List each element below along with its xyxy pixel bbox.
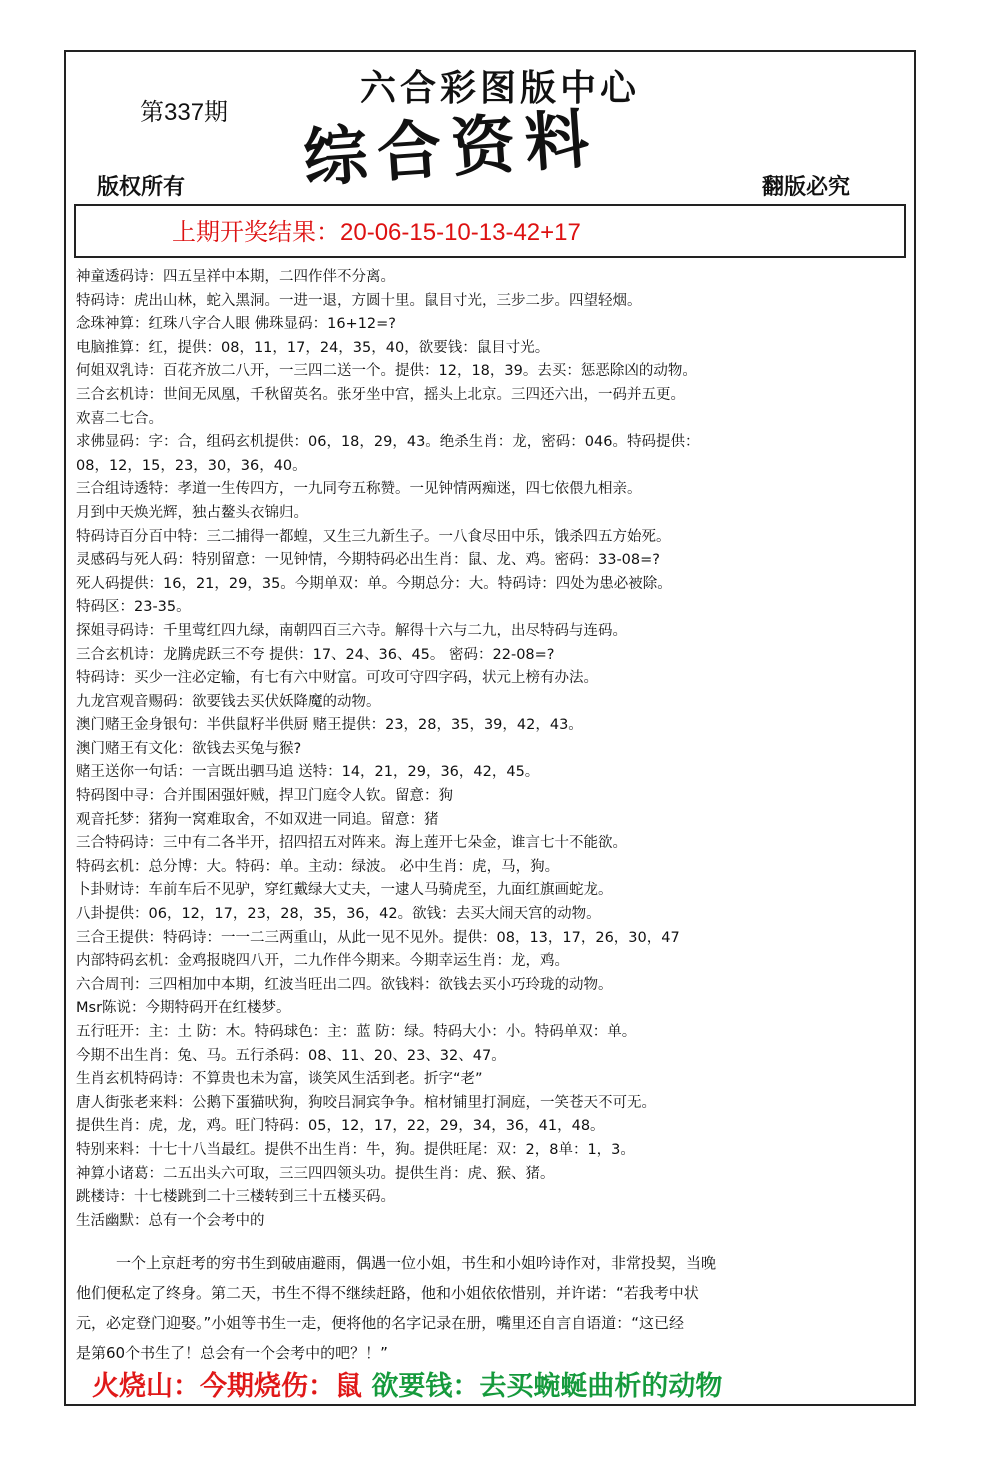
content-line: 卜卦财诗：车前车后不见驴，穿红戴绿大丈夫，一逮人马骑虎至，九面红旗画蛇龙。 [76, 882, 613, 899]
story-line: 一个上京赶考的穷书生到破庙避雨，偶遇一位小姐，书生和小姐吟诗作对，非常投契，当晚 [116, 1254, 717, 1272]
content-line: 特码诗：买少一注必定输，有七有六中财富。可攻可守四字码，状元上榜有办法。 [76, 670, 598, 687]
content-line: 08，12，15，23，30，36，40。 [76, 457, 307, 474]
center-title: 六合彩图版中心 [360, 67, 641, 109]
content-line: 三合特码诗：三中有二各半开，招四招五对阵来。海上莲开七朵金，谁言七十不能欲。 [76, 835, 627, 852]
content-line: 何姐双乳诗：百花齐放二八开，一三四二送一个。提供：12，18，39。去买：惩恶除凶的动物。 [76, 363, 697, 380]
story-line: 元，必定登门迎娶。”小姐等书生一走，便将他的名字记录在册，嘴里还自言自语道：“这已经 [76, 1314, 685, 1332]
content-line: 九龙宫观音赐码：欲要钱去买伏妖降魔的动物。 [76, 693, 381, 710]
content-line: 电脑推算：红，提供：08，11，17，24，35，40，欲要钱：鼠目寸光。 [76, 339, 550, 356]
content-line: 特码诗：虎出山林，蛇入黑洞。一进一退，方圆十里。鼠目寸光，三步二步。四望轻烟。 [76, 292, 642, 309]
content-line: 神算小诸葛：二五出头六可取，三三四四领头功。提供生肖：虎、猴、猪。 [76, 1165, 555, 1182]
content-line: 澳门赌王金身银句：半供鼠籽半供厨 赌王提供：23，28，35，39，42，43。 [76, 717, 583, 734]
content-line: 生活幽默：总有一个会考中的 [76, 1212, 265, 1229]
footer [92, 1364, 722, 1403]
content-line: 特码图中寻：合并围困强奸贼，捍卫门庭令人钦。留意：狗 [76, 788, 453, 805]
content-line: 月到中天焕光辉，独占鳌头衣锦归。 [76, 504, 308, 521]
content-line: Msr陈说：今期特码开在红楼梦。 [76, 1000, 291, 1017]
content-line: 观音托梦：猪狗一窝难取舍，不如双进一同追。留意：猪 [76, 811, 439, 828]
content-line: 提供生肖：虎，龙，鸡。旺门特码：05，12，17，22，29，34，36，41，48。 [76, 1118, 605, 1135]
content-line: 今期不出生肖：兔、马。五行杀码：08、11、20、23、32、47。 [76, 1047, 506, 1064]
result-label: 上期开奖结果： [172, 219, 340, 246]
content-line: 死人码提供：16，21，29，35。今期单双：单。今期总分：大。特码诗：四处为患必被除。 [76, 575, 672, 592]
content-line: 特别来料：十七十八当最红。提供不出生肖：牛，狗。提供旺尾：双：2，8单：1，3。 [76, 1141, 635, 1158]
content-line: 欢喜二七合。 [76, 410, 163, 427]
big-title: 综合资料 [300, 101, 602, 197]
content-line: 特码玄机：总分博：大。特码：单。主动：绿波。 必中生肖：虎，马，狗。 [76, 858, 560, 875]
content-line: 唐人街张老来料：公鹅下蛋猫吠狗，狗咬吕洞宾争争。棺材铺里打洞庭，一笑苍天不可无。 [76, 1094, 656, 1111]
content-line: 跳楼诗：十七楼跳到二十三楼转到三十五楼买码。 [76, 1189, 395, 1206]
content-line: 六合周刊：三四相加中本期，红波当旺出二四。欲钱料：欲钱去买小巧玲珑的动物。 [76, 976, 613, 993]
content-line: 三合玄机诗：龙腾虎跃三不夸 提供：17、24、36、45。 密码：22-08=? [76, 646, 555, 663]
content-line: 三合组诗透特：孝道一生传四方，一九同夸五称赞。一见钟情两痴迷，四七依偎九相亲。 [76, 481, 642, 498]
content-line: 三合王提供：特码诗：一一二三两重山，从此一见不见外。提供：08，13，17，26，30，47 [76, 929, 680, 946]
story-line: 是第60个书生了！总会有一个会考中的吧？！” [76, 1344, 388, 1362]
content-line: 灵感码与死人码：特别留意：一见钟情，今期特码必出生肖：鼠、龙、鸡。密码：33-08=? [76, 552, 660, 569]
footer-red: 火烧山：今期烧伤：鼠 [92, 1371, 362, 1402]
content-line: 特码诗百分百中特：三二捕得一都蝗，又生三九新生子。一八食尽田中乐，饿杀四五方始死。 [76, 528, 671, 545]
content-line: 赌王送你一句话：一言既出驷马追 送特：14，21，29，36，42，45。 [76, 764, 540, 781]
content-line: 澳门赌王有文化：欲钱去买兔与猴? [76, 740, 302, 757]
content-line: 内部特码玄机：金鸡报晓四八开，二九作伴今期来。今期幸运生肖：龙，鸡。 [76, 953, 569, 970]
content-line: 念珠神算：红珠八字合人眼 佛珠显码：16+12=? [76, 316, 397, 333]
content-line: 求佛显码：字：合，组码玄机提供：06，18，29，43。绝杀生肖：龙，密码：046。特码提供： [76, 434, 700, 451]
copyright-left: 版权所有 [97, 174, 186, 200]
issue-number: 第337期 [140, 99, 229, 126]
content-line: 五行旺开：主：土 防：木。特码球色：主：蓝 防：绿。特码大小：小。特码单双：单。 [76, 1024, 637, 1040]
story-line: 他们便私定了终身。第二天，书生不得不继续赶路，他和小姐依依惜别，并许诺：“若我考中状 [76, 1284, 699, 1302]
content-line: 特码区：23-35。 [76, 599, 191, 616]
copyright-right: 翻版必究 [762, 174, 851, 200]
content-line: 生肖玄机特码诗：不算贵也未为富，谈笑风生活到老。折字“老” [76, 1071, 483, 1088]
footer-green: 欲要钱：去买蜿蜒曲析的动物 [371, 1371, 723, 1402]
content-line: 八卦提供：06，12，17，23，28，35，36，42。欲钱：去买大闹天宫的动物。 [76, 906, 601, 923]
content-line: 三合玄机诗：世间无凤凰，千秋留英名。张牙坐中宫，摇头上北京。三四还六出，一码并五更。 [76, 386, 685, 403]
story [76, 1248, 908, 1368]
result-box [74, 204, 906, 258]
result-text [172, 212, 581, 247]
result-value: 20-06-15-10-13-42+17 [340, 219, 581, 246]
content-lines [76, 266, 912, 1233]
content-line: 神童透码诗：四五呈祥中本期，二四作伴不分离。 [76, 269, 395, 285]
content-line: 探姐寻码诗：千里莺红四九绿，南朝四百三六寺。解得十六与二九，出尽特码与连码。 [76, 622, 627, 639]
